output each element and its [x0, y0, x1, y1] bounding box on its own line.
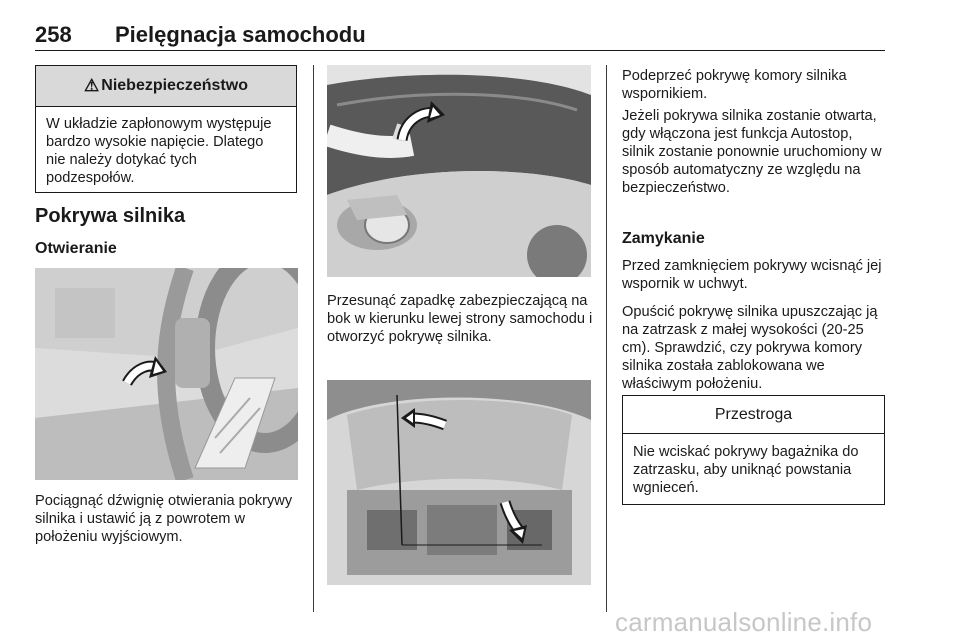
- warning-header: [36, 66, 296, 107]
- section-title: Pokrywa silnika: [35, 205, 186, 227]
- closing-heading: Zamykanie: [622, 230, 705, 247]
- caution-title: Przestroga: [623, 396, 884, 434]
- warning-triangle-icon: ⚠: [84, 76, 100, 95]
- lower-hood-paragraph: Opuścić pokrywę silnika upuszczając ją na zatrzask z małej wysokości (20-25 cm). Sprawdzić, czy pokrywa komory silnika została zablokowana we właściwym położeniu.: [622, 304, 878, 392]
- column-divider-right: [606, 65, 607, 612]
- hood-latch-illustration: [327, 65, 591, 277]
- caution-text: Nie wciskać pokrywy bagażnika do zatrzasku, aby uniknąć powstania wgnieceń.: [633, 444, 859, 496]
- engine-compartment-illustration: [327, 380, 591, 585]
- prop-hood-paragraph: Podeprzeć pokrywę komory silnika wspornikiem.: [622, 68, 847, 102]
- warning-box: [35, 65, 297, 193]
- chapter-title: Pielęgnacja samochodu: [115, 22, 366, 47]
- pull-lever-paragraph: Pociągnąć dźwignię otwierania pokrywy silnika i ustawić ją z powrotem w położeniu wyjściowym.: [35, 493, 293, 545]
- watermark: carmanualsonline.info: [615, 607, 873, 637]
- warning-title: Niebezpieczeństwo: [101, 77, 248, 94]
- warning-text: W układzie zapłonowym występuje bardzo wysokie napięcie. Dlatego nie należy dotykać tych podzespołów.: [46, 116, 272, 186]
- autostop-paragraph: Jeżeli pokrywa silnika zostanie otwarta, gdy włączona jest funkcja Autostop, silnik zostanie ponownie uruchomiony w sposób automatyczny ze względu na bezpieczeństwo.: [622, 108, 882, 196]
- slide-latch-paragraph: Przesunąć zapadkę zabezpieczającą na bok w kierunku lewej strony samochodu i otworzyć pokrywę silnika.: [327, 293, 593, 345]
- push-support-paragraph: Przed zamknięciem pokrywy wcisnąć jej wspornik w uchwyt.: [622, 258, 882, 292]
- caution-box: [622, 395, 885, 505]
- page-header: [35, 22, 885, 51]
- opening-heading: Otwieranie: [35, 240, 117, 257]
- page-number: 258: [35, 22, 72, 47]
- hood-release-lever-illustration: [35, 268, 298, 480]
- column-divider-left: [313, 65, 314, 612]
